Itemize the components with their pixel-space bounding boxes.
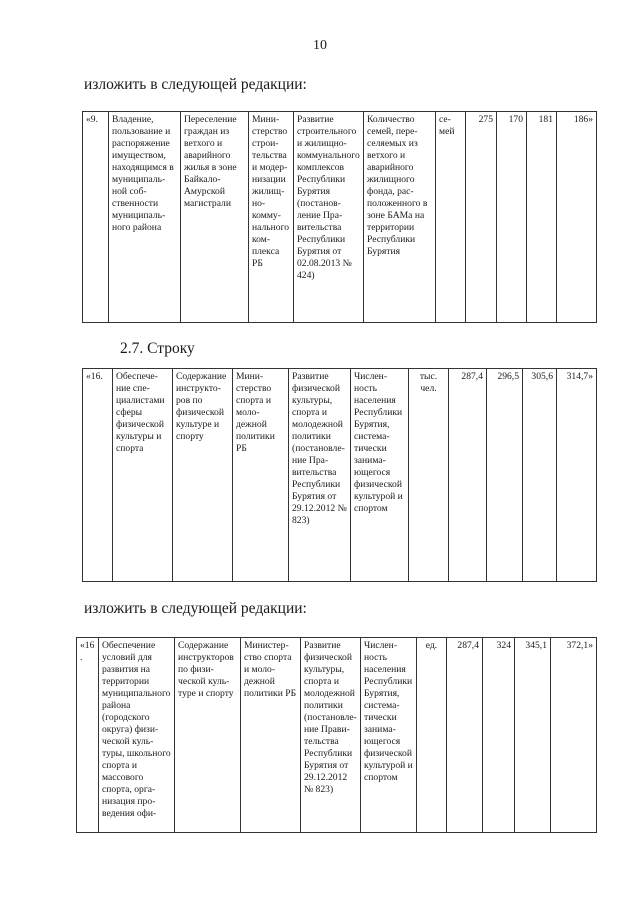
value-cell: 314,7»: [557, 369, 597, 582]
row-number-cell: «16.: [83, 369, 113, 582]
indicator-cell: Количество семей, переселяемых из ветхого и аварийного жилищного фонда, расположенного в зоне БАМа на территории Республики Бурятия: [364, 112, 436, 323]
authority-cell: Владение, пользование и распоряжение имуществом, находящимся в муниципальной собственности муниципального района: [109, 112, 181, 323]
table-row-9: [82, 111, 597, 323]
value-cell: 345,1: [515, 638, 551, 833]
ministry-cell: Министерство строительства и модернизации жилищно-коммунального комплекса РБ: [249, 112, 294, 323]
value-cell: 181: [527, 112, 557, 323]
heading-amend-1: изложить в следующей редакции:: [84, 76, 307, 93]
authority-cell: Обеспечение условий для развития на территории муниципального района (городского округа) физической культуры, школьного спорта и массового спорта, организация проведения офи-: [99, 638, 175, 833]
value-cell: 287,4: [449, 369, 487, 582]
value-cell: 305,6: [523, 369, 557, 582]
program-cell: Развитие строительного и жилищно-коммунального комплексов Республики Бурятия (постановление Правительства Республики Бурятия от 02.08.2013 № 424): [294, 112, 364, 323]
table-row-16-new: [76, 637, 597, 833]
value-cell: 170: [497, 112, 527, 323]
subvention-cell: Содержание инструкторов по физической культуре и спорту: [175, 638, 241, 833]
ministry-cell: Министерство спорта и молодежной политики РБ: [233, 369, 289, 582]
page-number: 10: [313, 38, 327, 53]
value-cell: 275: [466, 112, 497, 323]
row-number-cell: «9.: [83, 112, 109, 323]
value-cell: 372,1»: [551, 638, 597, 833]
value-cell: 186»: [557, 112, 597, 323]
heading-section-2-7: 2.7. Строку: [120, 340, 195, 357]
program-cell: Развитие физической культуры, спорта и молодежной политики (постановление Правительства Республики Бурятия от 29.12.2012 № 823): [289, 369, 351, 582]
program-cell: Развитие физической культуры, спорта и молодежной политики (постановление Правительства Республики Бурятия от 29.12.2012 № 823): [301, 638, 361, 833]
value-cell: 324: [483, 638, 515, 833]
row-number-cell: «16.: [77, 638, 99, 833]
heading-amend-2: изложить в следующей редакции:: [84, 600, 307, 617]
authority-cell: Обеспечение специалистами сферы физической культуры и спорта: [113, 369, 173, 582]
table-row-16-old: [82, 368, 597, 582]
indicator-cell: Численность населения Республики Бурятия, систематически занимающегося физической культурой и спортом: [351, 369, 409, 582]
unit-cell: ед.: [417, 638, 447, 833]
ministry-cell: Министерство спорта и молодежной политики РБ: [241, 638, 301, 833]
unit-cell: тыс. чел.: [409, 369, 449, 582]
subvention-cell: Переселение граждан из ветхого и аварийного жилья в зоне Байкало-Амурской магистрали: [181, 112, 249, 323]
value-cell: 296,5: [487, 369, 523, 582]
value-cell: 287,4: [447, 638, 483, 833]
indicator-cell: Численность населения Республики Бурятия, систематически занимающегося физической культурой и спортом: [361, 638, 417, 833]
unit-cell: семей: [436, 112, 466, 323]
subvention-cell: Содержание инструкторов по физической культуре и спорту: [173, 369, 233, 582]
